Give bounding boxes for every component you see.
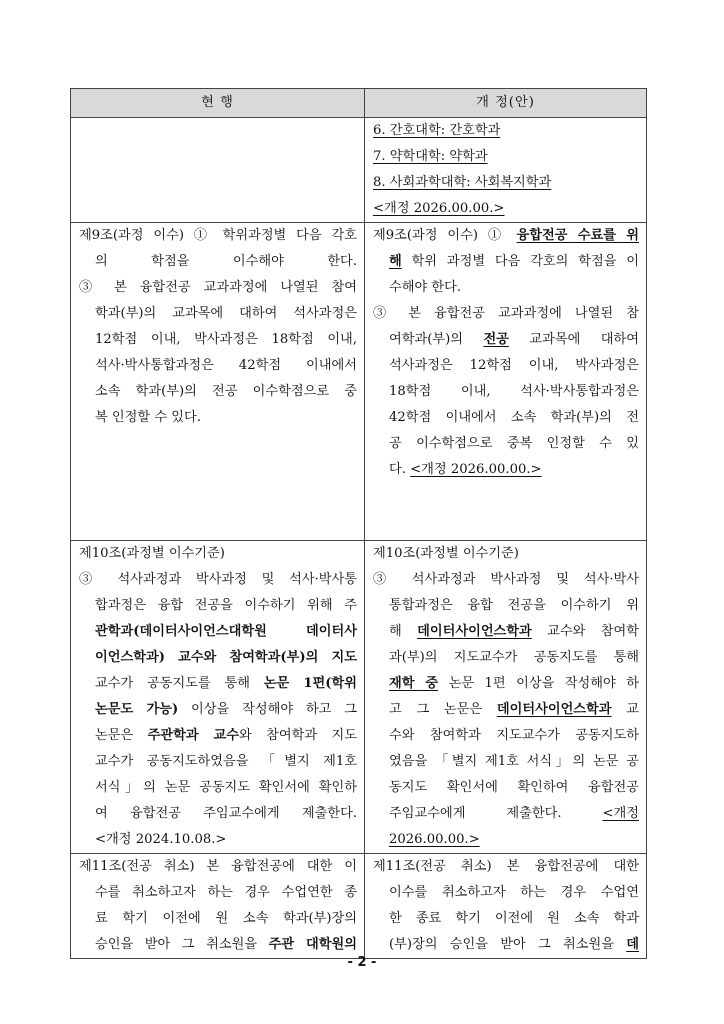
amended-text: 데이터사이언스학과 bbox=[496, 702, 612, 717]
page-number: - 2 - bbox=[347, 955, 377, 970]
revised-article-10: 제10조(과정별 이수기준) ③ 석사과정과 박사과정 및 석사·박사 통합과정은 융합 전공을 이수하기 위 해 데이터사이언스학과 교수와 참여학 과(부)의 지도교수가 공동지도를 통해 재학 중 논문 1편 이상을 작성해야 하 고 그 논문은 데이터사이언스학과 교 수와 참여학과 지도교수가 공동지도하 였음을 「별지 제1호 서식」의 논문 공 동지도 확인서에 확인하여 융합전공 주임교수에게 제출한다. <개정 2026.00.00.> bbox=[365, 541, 647, 854]
revision-comparison-table bbox=[70, 88, 647, 959]
amended-text: 데이터사이언스학과 bbox=[417, 624, 532, 639]
revision-note: <개정 2024.10.08.> bbox=[95, 832, 227, 847]
current-cell-continuation bbox=[71, 118, 365, 223]
header-revised: 개 정(안) bbox=[365, 89, 647, 118]
revision-note: <개정 2026.00.00.> bbox=[410, 462, 542, 477]
revised-article-9: 제9조(과정 이수) ① 융합전공 수료를 위 해 학위 과정별 다음 각호의 학점을 이 수해야 한다. ③ 본 융합전공 교과과정에 나열된 참 여학과(부)의 전공 교과목에 대하여 석사과정은 12학점 이내, 박사과정은 18학점 이내, 석사·박사통합과정은 42학점 이내에서 소속 학과(부)의 전 공 이수학점으로 중복 인정할 수 있 다. <개정 2026.00.00.> bbox=[365, 223, 647, 541]
list-item: 8. 사회과학대학: 사회복지학과 bbox=[373, 175, 552, 190]
list-item: 6. 간호대학: 간호학과 bbox=[373, 123, 501, 138]
revision-note: <개정 bbox=[602, 806, 639, 821]
current-article-11: 제11조(전공 취소) 본 융합전공에 대한 이 수를 취소하고자 하는 경우 수업연한 종 료 학기 이전에 원 소속 학과(부)장의 승인을 받아 그 취소원을 주관 대학원의 bbox=[71, 854, 365, 959]
table-row bbox=[71, 223, 647, 541]
header-current: 현 행 bbox=[71, 89, 365, 118]
amended-text: 융합전공 수료를 위 bbox=[516, 228, 639, 243]
amended-text: 재학 중 bbox=[389, 676, 439, 691]
revised-cell-continuation bbox=[365, 118, 647, 223]
amended-text: 데 bbox=[626, 937, 639, 952]
current-article-10: 제10조(과정별 이수기준) ③ 석사과정과 박사과정 및 석사·박사통 합과정은 융합 전공을 이수하기 위해 주 관학과(데이터사이언스대학원 데이터사 이언스학과) 교수와 참여학과(부)의 지도 교수가 공동지도를 통해 논문 1편(학위 논문도 가능) 이상을 작성해야 하고 그 논문은 주관학과 교수와 참여학과 지도 교수가 공동지도하였음을 「별지 제1호 서식」의 논문 공동지도 확인서에 확인하 여 융합전공 주임교수에게 제출한다. <개정 2024.10.08.> bbox=[71, 541, 365, 854]
revision-note: 2026.00.00.> bbox=[389, 832, 480, 847]
table-row bbox=[71, 118, 647, 223]
amended-text: 전공 bbox=[483, 332, 509, 347]
table-row bbox=[71, 541, 647, 854]
list-item: 7. 약학대학: 약학과 bbox=[373, 149, 488, 164]
amended-text: 해 bbox=[389, 254, 402, 269]
revision-note: <개정 2026.00.00.> bbox=[373, 201, 505, 216]
revised-article-11: 제11조(전공 취소) 본 융합전공에 대한 이수를 취소하고자 하는 경우 수업연 한 종료 학기 이전에 원 소속 학과 (부)장의 승인을 받아 그 취소원을 데 bbox=[365, 854, 647, 959]
table-header-row bbox=[71, 89, 647, 118]
current-article-9: 제9조(과정 이수) ① 학위과정별 다음 각호 의 학점을 이수해야 한다. ③ 본 융합전공 교과과정에 나열된 참여 학과(부)의 교과목에 대하여 석사과정은 12학점 이내, 박사과정은 18학점 이내, 석사·박사통합과정은 42학점 이내에서 소속 학과(부)의 전공 이수학점으로 중 복 인정할 수 있다. bbox=[71, 223, 365, 541]
table-row bbox=[71, 854, 647, 959]
